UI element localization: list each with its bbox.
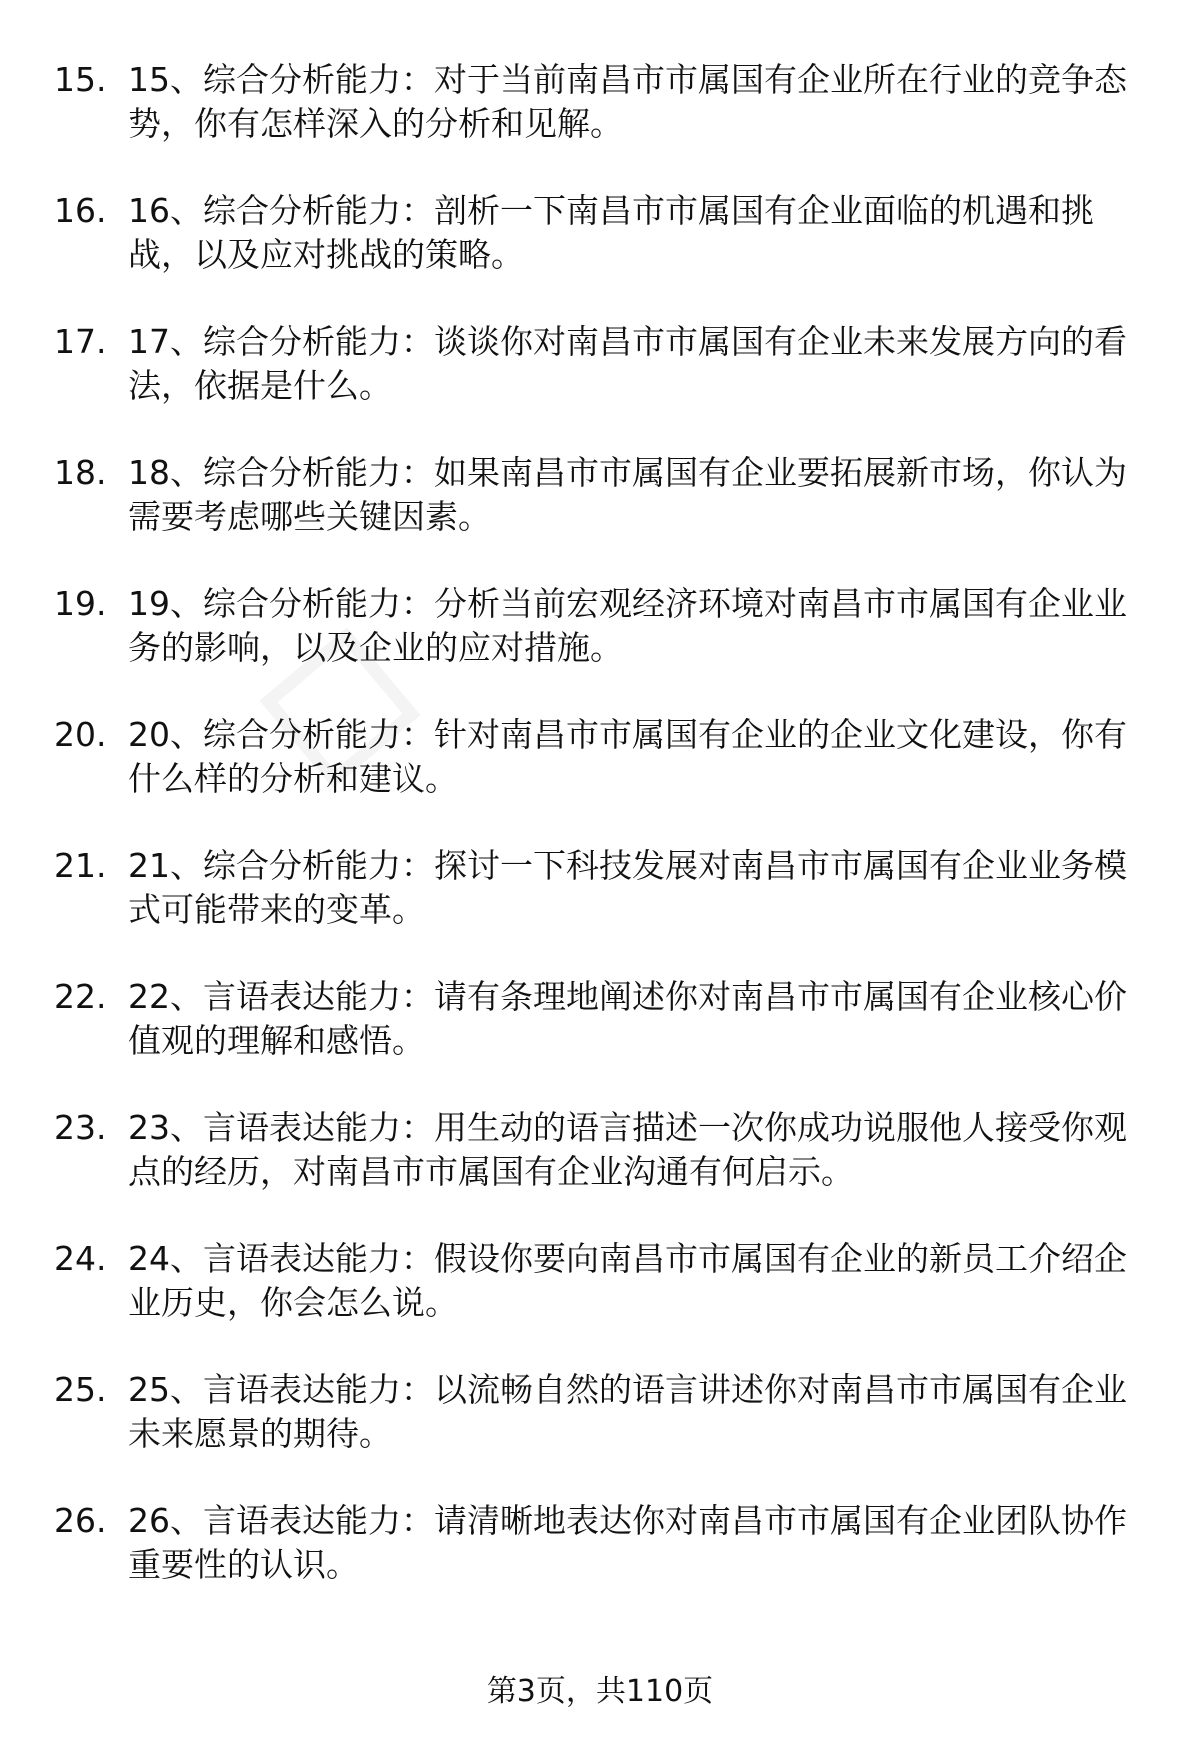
item-number: 22. xyxy=(54,977,107,1016)
item-number: 21. xyxy=(54,846,107,885)
item-number: 15. xyxy=(54,60,107,99)
item-text: 21、综合分析能力：探讨一下科技发展对南昌市市属国有企业业务模式可能带来的变革。 xyxy=(128,846,1127,929)
list-item xyxy=(0,451,1200,582)
item-text: 16、综合分析能力：剖析一下南昌市市属国有企业面临的机遇和挑战，以及应对挑战的策略。 xyxy=(128,191,1094,274)
item-number: 20. xyxy=(54,715,107,754)
item-text: 18、综合分析能力：如果南昌市市属国有企业要拓展新市场，你认为需要考虑哪些关键因素。 xyxy=(128,453,1127,536)
list-item xyxy=(0,1499,1200,1630)
list-item xyxy=(0,1237,1200,1368)
list-item xyxy=(0,582,1200,713)
item-text: 24、言语表达能力：假设你要向南昌市市属国有企业的新员工介绍企业历史，你会怎么说。 xyxy=(128,1239,1127,1322)
item-number: 26. xyxy=(54,1501,107,1540)
item-number: 18. xyxy=(54,453,107,492)
item-number: 17. xyxy=(54,322,107,361)
list-item xyxy=(0,189,1200,320)
item-number: 25. xyxy=(54,1370,107,1409)
item-text: 23、言语表达能力：用生动的语言描述一次你成功说服他人接受你观点的经历，对南昌市市属国有企业沟通有何启示。 xyxy=(128,1108,1127,1191)
item-text: 26、言语表达能力：请清晰地表达你对南昌市市属国有企业团队协作重要性的认识。 xyxy=(128,1501,1127,1584)
item-text: 15、综合分析能力：对于当前南昌市市属国有企业所在行业的竞争态势，你有怎样深入的分析和见解。 xyxy=(128,60,1127,143)
item-number: 19. xyxy=(54,584,107,623)
list-item xyxy=(0,58,1200,189)
item-text: 25、言语表达能力：以流畅自然的语言讲述你对南昌市市属国有企业未来愿景的期待。 xyxy=(128,1370,1127,1453)
list-item xyxy=(0,1368,1200,1499)
list-item xyxy=(0,320,1200,451)
list-item xyxy=(0,713,1200,844)
item-number: 23. xyxy=(54,1108,107,1147)
item-text: 17、综合分析能力：谈谈你对南昌市市属国有企业未来发展方向的看法，依据是什么。 xyxy=(128,322,1127,405)
item-text: 22、言语表达能力：请有条理地阐述你对南昌市市属国有企业核心价值观的理解和感悟。 xyxy=(128,977,1127,1060)
list-item xyxy=(0,844,1200,975)
question-list xyxy=(0,58,1200,1630)
list-item xyxy=(0,975,1200,1106)
page-footer: 第3页，共110页 xyxy=(486,1674,714,1709)
item-text: 19、综合分析能力：分析当前宏观经济环境对南昌市市属国有企业业务的影响，以及企业的应对措施。 xyxy=(128,584,1127,667)
item-number: 24. xyxy=(54,1239,107,1278)
item-text: 20、综合分析能力：针对南昌市市属国有企业的企业文化建设，你有什么样的分析和建议。 xyxy=(128,715,1127,798)
item-number: 16. xyxy=(54,191,107,230)
list-item xyxy=(0,1106,1200,1237)
